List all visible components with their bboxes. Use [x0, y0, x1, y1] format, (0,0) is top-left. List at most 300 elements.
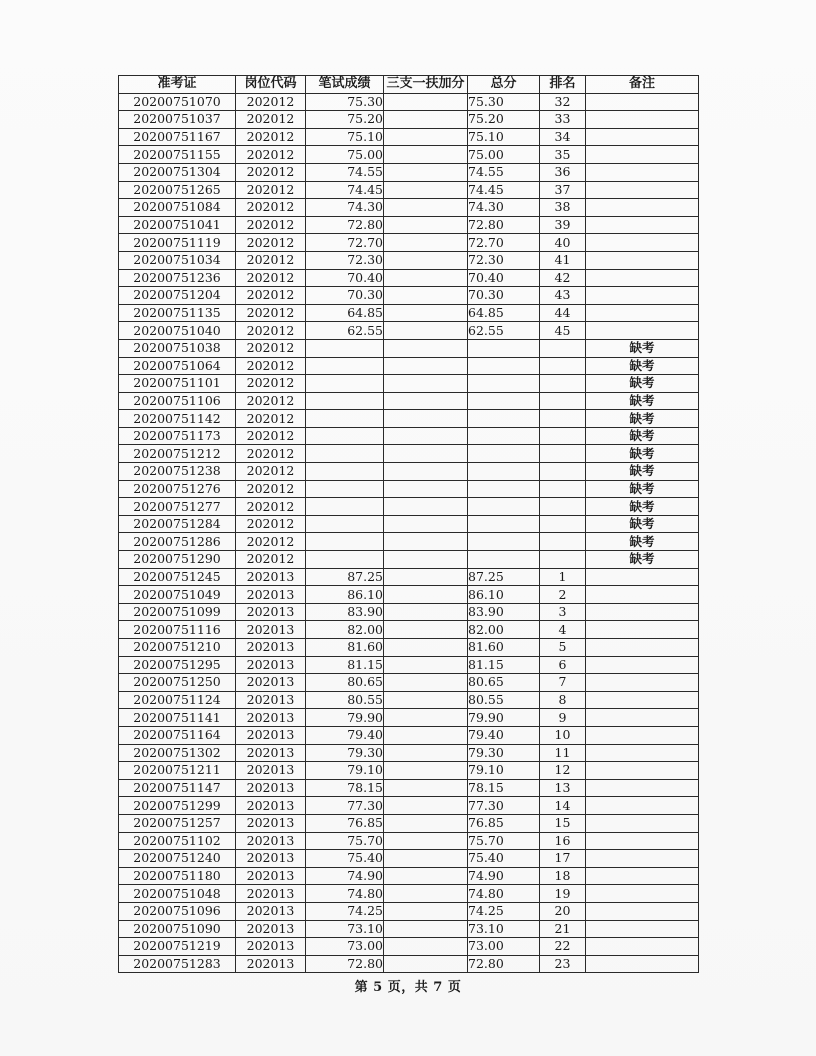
total-cell: 64.85: [468, 304, 540, 322]
written-score-cell: [306, 533, 384, 551]
rank-cell: 34: [540, 128, 586, 146]
table-row: [119, 463, 699, 481]
table-row: [119, 498, 699, 516]
table-row: [119, 902, 699, 920]
ticket-cell: 20200751167: [119, 128, 236, 146]
note-cell: [586, 128, 699, 146]
rank-cell: 44: [540, 304, 586, 322]
bonus-cell: [384, 322, 468, 340]
note-cell: [586, 199, 699, 217]
note-cell: [586, 955, 699, 973]
ticket-cell: 20200751180: [119, 867, 236, 885]
ticket-cell: 20200751116: [119, 621, 236, 639]
written-score-cell: 74.45: [306, 181, 384, 199]
ticket-cell: 20200751236: [119, 269, 236, 287]
written-score-cell: [306, 463, 384, 481]
header-bonus: 三支一扶加分: [384, 76, 468, 94]
table-row: [119, 885, 699, 903]
post-code-cell: 202013: [236, 586, 306, 604]
ticket-cell: 20200751212: [119, 445, 236, 463]
rank-cell: 13: [540, 779, 586, 797]
post-code-cell: 202012: [236, 392, 306, 410]
table-row: [119, 779, 699, 797]
rank-cell: 11: [540, 744, 586, 762]
rank-cell: 10: [540, 726, 586, 744]
rank-cell: [540, 480, 586, 498]
post-code-cell: 202013: [236, 762, 306, 780]
total-cell: 70.40: [468, 269, 540, 287]
written-score-cell: 72.80: [306, 216, 384, 234]
rank-cell: [540, 357, 586, 375]
total-cell: 79.10: [468, 762, 540, 780]
written-score-cell: [306, 392, 384, 410]
written-score-cell: 75.30: [306, 93, 384, 111]
ticket-cell: 20200751173: [119, 427, 236, 445]
ticket-cell: 20200751204: [119, 287, 236, 305]
bonus-cell: [384, 269, 468, 287]
ticket-cell: 20200751257: [119, 814, 236, 832]
ticket-cell: 20200751037: [119, 111, 236, 129]
written-score-cell: 73.00: [306, 938, 384, 956]
post-code-cell: 202013: [236, 902, 306, 920]
total-cell: 80.55: [468, 691, 540, 709]
post-code-cell: 202012: [236, 533, 306, 551]
note-cell: 缺考: [586, 551, 699, 569]
table-row: [119, 955, 699, 973]
total-cell: 72.30: [468, 251, 540, 269]
total-cell: 79.40: [468, 726, 540, 744]
table-row: [119, 850, 699, 868]
table-row: [119, 251, 699, 269]
total-cell: 79.30: [468, 744, 540, 762]
score-table-body: [119, 93, 699, 973]
bonus-cell: [384, 621, 468, 639]
note-cell: [586, 832, 699, 850]
written-score-cell: 80.65: [306, 674, 384, 692]
ticket-cell: 20200751240: [119, 850, 236, 868]
total-cell: 87.25: [468, 568, 540, 586]
post-code-cell: 202012: [236, 216, 306, 234]
ticket-cell: 20200751099: [119, 603, 236, 621]
header-note: 备注: [586, 76, 699, 94]
total-cell: [468, 445, 540, 463]
table-row: [119, 568, 699, 586]
ticket-cell: 20200751034: [119, 251, 236, 269]
bonus-cell: [384, 779, 468, 797]
ticket-cell: 20200751302: [119, 744, 236, 762]
total-cell: 62.55: [468, 322, 540, 340]
ticket-cell: 20200751090: [119, 920, 236, 938]
bonus-cell: [384, 498, 468, 516]
rank-cell: 3: [540, 603, 586, 621]
written-score-cell: 76.85: [306, 814, 384, 832]
rank-cell: 6: [540, 656, 586, 674]
bonus-cell: [384, 375, 468, 393]
bonus-cell: [384, 181, 468, 199]
written-score-cell: 75.00: [306, 146, 384, 164]
note-cell: [586, 797, 699, 815]
rank-cell: [540, 515, 586, 533]
total-cell: 72.80: [468, 216, 540, 234]
rank-cell: [540, 445, 586, 463]
written-score-cell: 62.55: [306, 322, 384, 340]
written-score-cell: 72.30: [306, 251, 384, 269]
rank-cell: 22: [540, 938, 586, 956]
total-cell: 74.45: [468, 181, 540, 199]
written-score-cell: 73.10: [306, 920, 384, 938]
written-score-cell: 79.40: [306, 726, 384, 744]
table-row: [119, 480, 699, 498]
note-cell: [586, 656, 699, 674]
note-cell: [586, 691, 699, 709]
rank-cell: 42: [540, 269, 586, 287]
post-code-cell: 202012: [236, 445, 306, 463]
header-total: 总分: [468, 76, 540, 94]
bonus-cell: [384, 902, 468, 920]
post-code-cell: 202012: [236, 463, 306, 481]
ticket-cell: 20200751084: [119, 199, 236, 217]
table-row: [119, 621, 699, 639]
table-row: [119, 287, 699, 305]
rank-cell: 35: [540, 146, 586, 164]
rank-cell: 5: [540, 639, 586, 657]
bonus-cell: [384, 551, 468, 569]
bonus-cell: [384, 251, 468, 269]
note-cell: [586, 269, 699, 287]
page-number: 第 5 页，共 7 页: [354, 980, 462, 995]
note-cell: [586, 251, 699, 269]
rank-cell: [540, 533, 586, 551]
ticket-cell: 20200751102: [119, 832, 236, 850]
post-code-cell: 202013: [236, 779, 306, 797]
rank-cell: 43: [540, 287, 586, 305]
ticket-cell: 20200751210: [119, 639, 236, 657]
rank-cell: 4: [540, 621, 586, 639]
bonus-cell: [384, 938, 468, 956]
rank-cell: [540, 375, 586, 393]
rank-cell: 32: [540, 93, 586, 111]
header-ticket: 准考证: [119, 76, 236, 94]
total-cell: 79.90: [468, 709, 540, 727]
post-code-cell: 202012: [236, 146, 306, 164]
ticket-cell: 20200751211: [119, 762, 236, 780]
note-cell: [586, 867, 699, 885]
total-cell: 73.00: [468, 938, 540, 956]
bonus-cell: [384, 709, 468, 727]
note-cell: 缺考: [586, 392, 699, 410]
rank-cell: 40: [540, 234, 586, 252]
post-code-cell: 202012: [236, 163, 306, 181]
note-cell: 缺考: [586, 463, 699, 481]
bonus-cell: [384, 568, 468, 586]
rank-cell: 14: [540, 797, 586, 815]
post-code-cell: 202012: [236, 128, 306, 146]
ticket-cell: 20200751250: [119, 674, 236, 692]
total-cell: 74.30: [468, 199, 540, 217]
written-score-cell: 81.60: [306, 639, 384, 657]
post-code-cell: 202012: [236, 410, 306, 428]
post-code-cell: 202012: [236, 551, 306, 569]
note-cell: [586, 181, 699, 199]
rank-cell: 1: [540, 568, 586, 586]
total-cell: 82.00: [468, 621, 540, 639]
table-row: [119, 656, 699, 674]
written-score-cell: 86.10: [306, 586, 384, 604]
bonus-cell: [384, 674, 468, 692]
table-row: [119, 339, 699, 357]
post-code-cell: 202013: [236, 603, 306, 621]
written-score-cell: 75.70: [306, 832, 384, 850]
bonus-cell: [384, 216, 468, 234]
ticket-cell: 20200751299: [119, 797, 236, 815]
note-cell: [586, 568, 699, 586]
ticket-cell: 20200751101: [119, 375, 236, 393]
bonus-cell: [384, 762, 468, 780]
written-score-cell: 72.80: [306, 955, 384, 973]
table-row: [119, 111, 699, 129]
rank-cell: [540, 551, 586, 569]
bonus-cell: [384, 867, 468, 885]
bonus-cell: [384, 463, 468, 481]
ticket-cell: 20200751164: [119, 726, 236, 744]
written-score-cell: 81.15: [306, 656, 384, 674]
table-row: [119, 163, 699, 181]
table-row: [119, 551, 699, 569]
total-cell: [468, 463, 540, 481]
table-row: [119, 375, 699, 393]
note-cell: 缺考: [586, 498, 699, 516]
post-code-cell: 202012: [236, 339, 306, 357]
post-code-cell: 202012: [236, 427, 306, 445]
table-row: [119, 181, 699, 199]
note-cell: 缺考: [586, 339, 699, 357]
ticket-cell: 20200751245: [119, 568, 236, 586]
total-cell: 77.30: [468, 797, 540, 815]
bonus-cell: [384, 93, 468, 111]
rank-cell: 16: [540, 832, 586, 850]
ticket-cell: 20200751142: [119, 410, 236, 428]
note-cell: [586, 304, 699, 322]
written-score-cell: 75.10: [306, 128, 384, 146]
bonus-cell: [384, 955, 468, 973]
ticket-cell: 20200751286: [119, 533, 236, 551]
post-code-cell: 202012: [236, 181, 306, 199]
note-cell: 缺考: [586, 480, 699, 498]
table-row: [119, 867, 699, 885]
total-cell: 75.70: [468, 832, 540, 850]
note-cell: 缺考: [586, 533, 699, 551]
total-cell: 72.70: [468, 234, 540, 252]
rank-cell: 33: [540, 111, 586, 129]
written-score-cell: [306, 498, 384, 516]
written-score-cell: [306, 357, 384, 375]
post-code-cell: 202013: [236, 709, 306, 727]
post-code-cell: 202013: [236, 621, 306, 639]
ticket-cell: 20200751119: [119, 234, 236, 252]
written-score-cell: 74.30: [306, 199, 384, 217]
total-cell: [468, 392, 540, 410]
written-score-cell: [306, 515, 384, 533]
table-row: [119, 304, 699, 322]
post-code-cell: 202013: [236, 885, 306, 903]
header-row: [119, 76, 699, 94]
ticket-cell: 20200751219: [119, 938, 236, 956]
written-score-cell: 79.90: [306, 709, 384, 727]
note-cell: [586, 744, 699, 762]
written-score-cell: 82.00: [306, 621, 384, 639]
ticket-cell: 20200751049: [119, 586, 236, 604]
total-cell: 74.90: [468, 867, 540, 885]
post-code-cell: 202013: [236, 656, 306, 674]
written-score-cell: 72.70: [306, 234, 384, 252]
total-cell: [468, 375, 540, 393]
ticket-cell: 20200751265: [119, 181, 236, 199]
rank-cell: 12: [540, 762, 586, 780]
rank-cell: 9: [540, 709, 586, 727]
table-row: [119, 199, 699, 217]
table-row: [119, 639, 699, 657]
rank-cell: 8: [540, 691, 586, 709]
post-code-cell: 202013: [236, 674, 306, 692]
score-table-header: [119, 76, 699, 94]
post-code-cell: 202012: [236, 357, 306, 375]
rank-cell: 15: [540, 814, 586, 832]
bonus-cell: [384, 163, 468, 181]
table-row: [119, 814, 699, 832]
total-cell: [468, 339, 540, 357]
written-score-cell: [306, 480, 384, 498]
bonus-cell: [384, 445, 468, 463]
note-cell: 缺考: [586, 445, 699, 463]
table-row: [119, 938, 699, 956]
total-cell: 81.15: [468, 656, 540, 674]
total-cell: 74.80: [468, 885, 540, 903]
bonus-cell: [384, 850, 468, 868]
total-cell: [468, 427, 540, 445]
bonus-cell: [384, 656, 468, 674]
header-rank: 排名: [540, 76, 586, 94]
bonus-cell: [384, 691, 468, 709]
bonus-cell: [384, 234, 468, 252]
ticket-cell: 20200751277: [119, 498, 236, 516]
table-row: [119, 832, 699, 850]
post-code-cell: 202013: [236, 691, 306, 709]
total-cell: 75.20: [468, 111, 540, 129]
table-row: [119, 128, 699, 146]
note-cell: [586, 639, 699, 657]
ticket-cell: 20200751238: [119, 463, 236, 481]
table-row: [119, 410, 699, 428]
rank-cell: 18: [540, 867, 586, 885]
note-cell: [586, 938, 699, 956]
ticket-cell: 20200751038: [119, 339, 236, 357]
total-cell: 86.10: [468, 586, 540, 604]
post-code-cell: 202012: [236, 498, 306, 516]
post-code-cell: 202012: [236, 93, 306, 111]
table-row: [119, 445, 699, 463]
rank-cell: 41: [540, 251, 586, 269]
bonus-cell: [384, 814, 468, 832]
rank-cell: 23: [540, 955, 586, 973]
note-cell: [586, 885, 699, 903]
total-cell: [468, 533, 540, 551]
note-cell: [586, 216, 699, 234]
written-score-cell: 77.30: [306, 797, 384, 815]
total-cell: 75.10: [468, 128, 540, 146]
ticket-cell: 20200751048: [119, 885, 236, 903]
note-cell: [586, 111, 699, 129]
table-row: [119, 797, 699, 815]
bonus-cell: [384, 410, 468, 428]
table-row: [119, 920, 699, 938]
ticket-cell: 20200751304: [119, 163, 236, 181]
total-cell: [468, 498, 540, 516]
written-score-cell: 74.55: [306, 163, 384, 181]
written-score-cell: [306, 551, 384, 569]
ticket-cell: 20200751290: [119, 551, 236, 569]
written-score-cell: 78.15: [306, 779, 384, 797]
note-cell: [586, 762, 699, 780]
table-row: [119, 392, 699, 410]
table-row: [119, 674, 699, 692]
note-cell: [586, 920, 699, 938]
post-code-cell: 202013: [236, 938, 306, 956]
table-row: [119, 515, 699, 533]
note-cell: [586, 322, 699, 340]
total-cell: [468, 480, 540, 498]
table-row: [119, 744, 699, 762]
note-cell: 缺考: [586, 515, 699, 533]
bonus-cell: [384, 639, 468, 657]
post-code-cell: 202013: [236, 814, 306, 832]
written-score-cell: [306, 427, 384, 445]
ticket-cell: 20200751070: [119, 93, 236, 111]
written-score-cell: 79.30: [306, 744, 384, 762]
note-cell: [586, 814, 699, 832]
total-cell: [468, 551, 540, 569]
total-cell: 83.90: [468, 603, 540, 621]
post-code-cell: 202012: [236, 515, 306, 533]
written-score-cell: 75.40: [306, 850, 384, 868]
total-cell: 75.40: [468, 850, 540, 868]
note-cell: [586, 287, 699, 305]
bonus-cell: [384, 199, 468, 217]
note-cell: [586, 850, 699, 868]
table-row: [119, 322, 699, 340]
bonus-cell: [384, 480, 468, 498]
bonus-cell: [384, 885, 468, 903]
bonus-cell: [384, 111, 468, 129]
note-cell: 缺考: [586, 410, 699, 428]
bonus-cell: [384, 533, 468, 551]
header-written-score: 笔试成绩: [306, 76, 384, 94]
written-score-cell: 83.90: [306, 603, 384, 621]
table-row: [119, 269, 699, 287]
table-row: [119, 691, 699, 709]
table-row: [119, 234, 699, 252]
total-cell: 78.15: [468, 779, 540, 797]
ticket-cell: 20200751124: [119, 691, 236, 709]
note-cell: 缺考: [586, 427, 699, 445]
total-cell: [468, 357, 540, 375]
ticket-cell: 20200751155: [119, 146, 236, 164]
rank-cell: 17: [540, 850, 586, 868]
post-code-cell: 202012: [236, 304, 306, 322]
note-cell: [586, 779, 699, 797]
post-code-cell: 202013: [236, 744, 306, 762]
bonus-cell: [384, 357, 468, 375]
rank-cell: [540, 392, 586, 410]
